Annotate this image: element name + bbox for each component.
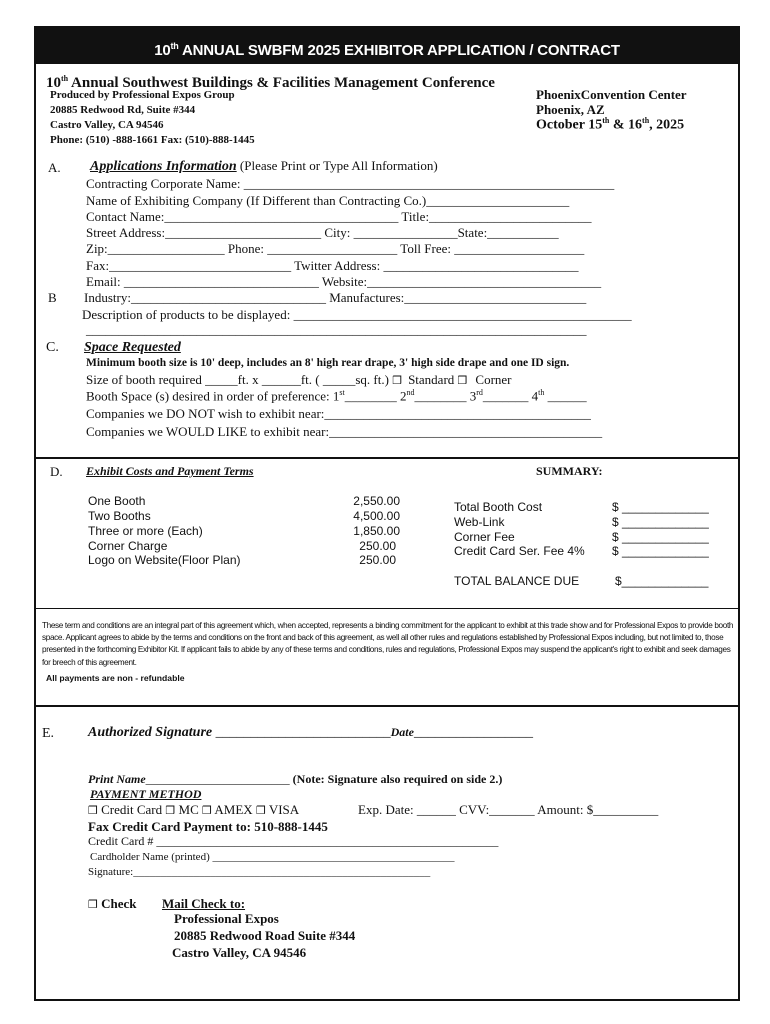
section-c-title: Space Requested xyxy=(84,340,181,355)
pref-sup-3: rd xyxy=(476,388,483,397)
pref-blank-3: _______ 4 xyxy=(482,388,539,404)
divider-terms xyxy=(34,608,740,609)
payment-options-row xyxy=(88,802,299,818)
section-a-letter: A. xyxy=(48,160,61,175)
fax-payment-line: Fax Credit Card Payment to: 510-888-1445 xyxy=(88,819,328,834)
mail-street: 20885 Redwood Road Suite #344 xyxy=(174,928,356,943)
total-balance-label: TOTAL BALANCE DUE xyxy=(454,574,580,588)
summary-label: Total Booth Cost xyxy=(454,500,543,514)
booth-size-row xyxy=(86,372,512,388)
print-note: (Note: Signature also required on side 2.) xyxy=(292,772,503,786)
fax-twitter-field[interactable]: Fax:____________________________ Twitter Address: ______________________________ xyxy=(86,258,579,273)
print-name-line[interactable]: ________________________ xyxy=(145,772,293,786)
pref-sup-1: st xyxy=(339,388,345,397)
venue-city: Phoenix, AZ xyxy=(536,102,605,117)
exp-cvv-amount-field[interactable]: Exp. Date: ______ CVV:_______ Amount: $__________ xyxy=(358,802,659,817)
summary-value-field[interactable]: $ _____________ xyxy=(612,530,709,544)
summary-title: SUMMARY: xyxy=(536,464,603,478)
section-b-letter: B xyxy=(48,290,57,305)
description-field-line2[interactable]: _____________________________________________________________________________ xyxy=(86,322,587,337)
check-option[interactable] xyxy=(88,896,137,912)
signature-label: Authorized Signature xyxy=(88,725,213,740)
phone-line: Phone: (510) -888-1661 Fax: (510)-888-1445 xyxy=(50,134,255,146)
amex-option: AMEX xyxy=(211,802,256,817)
dates-sup1: th xyxy=(602,116,610,125)
email-website-field[interactable]: Email: ______________________________ Website:____________________________________ xyxy=(86,274,602,289)
corner-label: Corner xyxy=(475,372,512,387)
terms-text: These term and conditions are an integral part of this agreement which, when accepted, represents a binding commitment for the applicant to exhibit at this trade show and for Professional Expos to provide booth space. Applicant agrees to abide by the terms and conditions on the front and back of this agreement, as well all other rules and regulations established by Professional Expos including, but not limited to, those presented in the forthcoming Exhibitor Kit. If applicant fails to abide by any of these terms and conditions, rules and regulations, Professional Expos may suspend the applicant's right to exhibit and seek damages for breech of this agreement. xyxy=(42,621,734,667)
section-a-note: (Please Print or Type All Information) xyxy=(236,158,438,173)
pref-blank-1: ________ 2 xyxy=(344,388,407,404)
conf-sup: th xyxy=(61,74,69,83)
price-amount: 2,550.00 xyxy=(353,494,400,508)
like-near-field[interactable]: Companies we WOULD LIKE to exhibit near:__________________________________________ xyxy=(86,424,603,439)
industry-field[interactable]: Industry:______________________________ Manufactures:____________________________ xyxy=(84,290,587,305)
street-address-field[interactable]: Street Address:________________________ City: ________________State:___________ xyxy=(86,225,559,240)
price-label: Corner Charge xyxy=(88,539,168,553)
dates-b: & 16 xyxy=(609,117,643,133)
title-bar xyxy=(36,28,738,64)
credit-card-number-field[interactable]: Credit Card # _________________________________________________________ xyxy=(88,834,499,848)
price-amount: 250.00 xyxy=(359,553,396,567)
credit-card-option: Credit Card xyxy=(97,802,166,817)
checkbox-credit-card-icon[interactable]: ❒ xyxy=(88,804,98,817)
signature-field[interactable]: Signature:______________________________________________________ xyxy=(88,866,431,878)
contact-title-field[interactable]: Contact Name:____________________________________ Title:_________________________ xyxy=(86,209,592,224)
check-label: Check xyxy=(97,896,137,911)
section-a-heading xyxy=(90,158,438,175)
price-amount: 1,850.00 xyxy=(353,524,400,538)
section-a-title: Applications Information xyxy=(90,159,237,174)
divider-e xyxy=(34,705,740,707)
dates-c: , 2025 xyxy=(649,117,685,133)
description-field[interactable]: Description of products to be displayed: ____________________________________________________ xyxy=(82,307,632,322)
section-d-title: Exhibit Costs and Payment Terms xyxy=(86,464,254,478)
visa-option: VISA xyxy=(265,802,300,817)
minimum-booth-note: Minimum booth size is 10' deep, includes an 8' high rear drape, 3' high side drape and one ID sign. xyxy=(86,357,570,369)
dates-a: October 15 xyxy=(536,117,603,133)
checkbox-check-icon[interactable]: ❒ xyxy=(88,898,98,911)
total-balance-field[interactable]: $_____________ xyxy=(615,574,709,588)
summary-value-field[interactable]: $ _____________ xyxy=(612,515,709,529)
pref-blank-4: ______ xyxy=(544,388,587,404)
city-line: Castro Valley, CA 94546 xyxy=(50,119,164,131)
conf-prefix: 10 xyxy=(46,75,61,91)
summary-label: Corner Fee xyxy=(454,530,515,544)
summary-label: Web-Link xyxy=(454,515,505,529)
title-prefix: 10 xyxy=(154,42,171,59)
zip-phone-field[interactable]: Zip:__________________ Phone: ____________________ Toll Free: ____________________ xyxy=(86,241,585,256)
mail-city: Castro Valley, CA 94546 xyxy=(172,945,307,960)
section-d-letter: D. xyxy=(50,464,63,479)
pref-sup-2: nd xyxy=(406,388,415,397)
mail-name: Professional Expos xyxy=(174,911,279,926)
producer-line: Produced by Professional Expos Group xyxy=(50,89,235,101)
summary-value-field[interactable]: $ _____________ xyxy=(612,500,709,514)
exhibiting-company-field[interactable]: Name of Exhibiting Company (If Different than Contracting Co.)______________________ xyxy=(86,193,570,208)
price-label: Two Booths xyxy=(88,509,151,523)
summary-value-field[interactable]: $ _____________ xyxy=(612,544,709,558)
section-e-letter: E. xyxy=(42,726,55,741)
event-dates xyxy=(536,116,684,134)
checkbox-corner-icon[interactable]: ❒ xyxy=(457,374,468,387)
print-name-row[interactable] xyxy=(88,772,502,787)
pref-blank-2: ________ 3 xyxy=(414,388,477,404)
corporate-name-field[interactable]: Contracting Corporate Name: _________________________________________________________ xyxy=(86,176,615,191)
price-label: Three or more (Each) xyxy=(88,524,203,538)
title-sup: th xyxy=(170,41,179,51)
summary-label: Credit Card Ser. Fee 4% xyxy=(454,544,585,558)
price-amount: 4,500.00 xyxy=(353,509,400,523)
booth-size-field[interactable]: Size of booth required _____ft. x ______ft. ( _____sq. ft.) xyxy=(86,372,393,387)
price-label: Logo on Website(Floor Plan) xyxy=(88,553,241,567)
cardholder-name-field[interactable]: Cardholder Name (printed) ____________________________________________ xyxy=(90,851,455,863)
price-label: One Booth xyxy=(88,494,146,508)
not-near-field[interactable]: Companies we DO NOT wish to exhibit near:_________________________________________ xyxy=(86,406,591,421)
booth-preference-row[interactable] xyxy=(86,388,587,404)
signature-row[interactable] xyxy=(88,725,533,741)
checkbox-standard-icon[interactable]: ❒ xyxy=(392,374,403,387)
venue: PhoenixConvention Center xyxy=(536,87,687,102)
section-c-letter: C. xyxy=(46,340,59,355)
mc-option: MC xyxy=(175,802,202,817)
date-line[interactable]: _________________ xyxy=(413,725,533,740)
mail-check-heading: Mail Check to: xyxy=(162,896,246,911)
price-amount: 250.00 xyxy=(359,539,396,553)
print-name-label: Print Name xyxy=(88,772,146,786)
payment-method-heading: PAYMENT METHOD xyxy=(90,787,202,801)
preference-label: Booth Space (s) desired in order of preference: 1 xyxy=(86,388,340,404)
non-refundable-note: All payments are non - refundable xyxy=(46,673,185,683)
address-line: 20885 Redwood Rd, Suite #344 xyxy=(50,104,196,116)
standard-label: Standard xyxy=(408,372,458,387)
signature-line[interactable]: _________________________ xyxy=(212,725,391,740)
checkbox-mc-icon[interactable]: ❒ xyxy=(165,804,176,817)
dates-sup2: th xyxy=(642,116,650,125)
pref-sup-4: th xyxy=(538,388,545,397)
date-label: Date xyxy=(390,725,414,739)
title-main: ANNUAL SWBFM 2025 EXHIBITOR APPLICATION / CONTRACT xyxy=(178,42,620,59)
checkbox-amex-icon[interactable]: ❒ xyxy=(202,804,212,817)
conf-main: Annual Southwest Buildings & Facilities Management Conference xyxy=(68,75,495,91)
divider-d xyxy=(34,457,740,459)
checkbox-visa-icon[interactable]: ❒ xyxy=(255,804,266,817)
